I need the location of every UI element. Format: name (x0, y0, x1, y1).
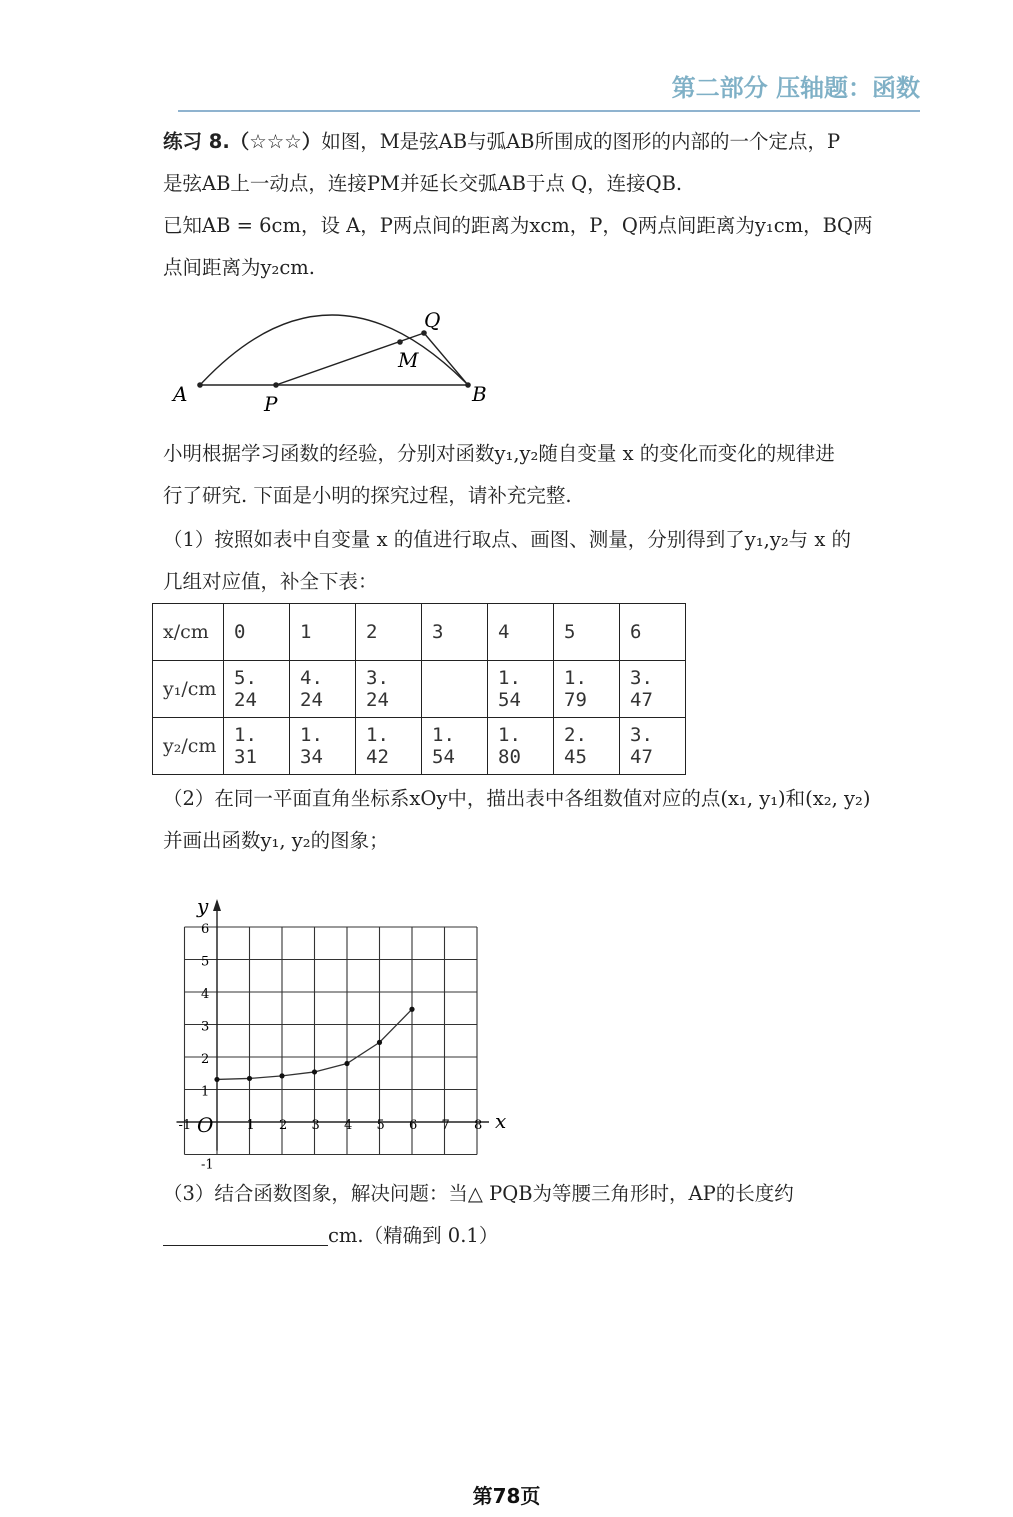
table-cell: 1. 34 (290, 718, 356, 775)
data-point (312, 1069, 317, 1074)
problem-line-3: 已知AB = 6cm，设 A，P两点间的距离为xcm，P，Q两点间距离为y₁cm，BQ两 (163, 214, 873, 237)
label-q: Q (424, 308, 441, 332)
y-tick-label: 3 (201, 1019, 210, 1035)
page-number: 第78页 (472, 1484, 541, 1508)
label-b: B (472, 382, 487, 406)
table-cell: 1. 54 (488, 661, 554, 718)
header-rule (178, 110, 920, 112)
table-cell: 6 (620, 604, 686, 661)
label-a: A (173, 382, 188, 406)
problem-line-1 (163, 121, 923, 163)
data-point (409, 1007, 414, 1012)
x-tick-label: 2 (279, 1118, 288, 1133)
part1-line-1: （1）按照如表中自变量 x 的值进行取点、画图、测量，分别得到了y₁,y₂与 x 的 (163, 528, 852, 551)
x-tick-label: 4 (344, 1118, 353, 1133)
problem-label: 练习 8.（☆☆☆） (163, 130, 322, 153)
section-header: 第二部分 压轴题：函数 (671, 74, 920, 102)
y-tick-label: 4 (201, 987, 210, 1002)
data-point (247, 1076, 252, 1081)
table-cell: 3. 47 (620, 661, 686, 718)
problem-line-4: 点间距离为y₂cm. (163, 256, 315, 279)
point-p (273, 382, 279, 388)
point-a (197, 382, 203, 388)
part2-line-1: （2）在同一平面直角坐标系xOy中，描出表中各组数值对应的点(x₁, y₁)和(x₂, y₂) (163, 787, 871, 810)
part3-line2-suffix: cm.（精确到 0.1） (328, 1224, 499, 1247)
table-cell: 1. 31 (224, 718, 290, 775)
table-cell: 1. 80 (488, 718, 554, 775)
table-cell: 3 (422, 604, 488, 661)
table-cell: 3. 24 (356, 661, 422, 718)
row-header-y1: y₁/cm (153, 661, 224, 718)
part3-line-1: （3）结合函数图象，解决问题：当△ PQB为等腰三角形时，AP的长度约 (163, 1182, 794, 1205)
table-cell: 1. 42 (356, 718, 422, 775)
label-p: P (264, 392, 278, 416)
part1-text (163, 519, 923, 603)
grid-lines (185, 927, 478, 1155)
y-axis-label: y (197, 894, 209, 918)
intro-line-1: 小明根据学习函数的经验，分别对函数y₁,y₂随自变量 x 的变化而变化的规律进 (163, 442, 835, 465)
part1-line-2: 几组对应值，补全下表： (163, 570, 378, 593)
table-cell: 4. 24 (290, 661, 356, 718)
table-cell: 2 (356, 604, 422, 661)
problem-statement (163, 121, 923, 289)
intro-line-2: 行了研究. 下面是小明的探究过程，请补充完整. (163, 484, 572, 507)
part2-text (163, 778, 923, 862)
point-m (397, 339, 403, 345)
label-m: M (398, 348, 419, 372)
data-point (377, 1040, 382, 1045)
row-header-x: x/cm (153, 604, 224, 661)
table-cell: 3. 47 (620, 718, 686, 775)
table-cell: 1 (290, 604, 356, 661)
segment-qb (424, 333, 468, 385)
y-tick-label: 1 (201, 1084, 210, 1100)
geometry-figure (160, 295, 520, 425)
y-tick-label: 6 (201, 922, 210, 937)
x-axis-label: x (495, 1109, 507, 1133)
coordinate-chart (150, 870, 530, 1170)
x-tick-label: 7 (441, 1118, 450, 1133)
point-b (465, 382, 471, 388)
table-cell: 2. 45 (554, 718, 620, 775)
data-point (214, 1077, 219, 1082)
problem-line1-text: 如图，M是弦AB与弧AB所围成的图形的内部的一个定点，P (321, 130, 841, 153)
table-row-y2 (153, 718, 686, 775)
axes (177, 894, 507, 1151)
x-tick-label: 3 (311, 1118, 320, 1133)
problem-line-2: 是弦AB上一动点，连接PM并延长交弧AB于点 Q，连接QB. (163, 172, 683, 195)
x-tick-label: 1 (246, 1118, 255, 1133)
table-row-y1 (153, 661, 686, 718)
x-tick-label: 5 (376, 1118, 385, 1133)
y-tick-label: 2 (201, 1052, 210, 1067)
x-tick-label: -1 (178, 1118, 192, 1133)
part3-text (163, 1173, 923, 1257)
answer-blank[interactable] (163, 1225, 328, 1246)
value-table (152, 603, 686, 775)
table-cell: 0 (224, 604, 290, 661)
origin-label: O (197, 1113, 214, 1137)
part3-line-2 (163, 1215, 923, 1257)
data-point (279, 1073, 284, 1078)
row-header-y2: y₂/cm (153, 718, 224, 775)
intro-text (163, 433, 923, 517)
table-cell: 1. 54 (422, 718, 488, 775)
x-tick-label: 8 (474, 1118, 483, 1133)
part2-line-2: 并画出函数y₁, y₂的图象； (163, 829, 389, 852)
table-cell: 1. 79 (554, 661, 620, 718)
table-cell: 5 (554, 604, 620, 661)
table-row-x (153, 604, 686, 661)
table-cell: 5. 24 (224, 661, 290, 718)
table-cell: 4 (488, 604, 554, 661)
data-point (344, 1061, 349, 1066)
y-tick-label: -1 (201, 1157, 214, 1170)
y-tick-label: 5 (201, 954, 210, 970)
y-axis-arrow (213, 899, 221, 911)
table-cell-blank[interactable] (422, 661, 488, 718)
x-tick-label: 6 (409, 1118, 418, 1133)
